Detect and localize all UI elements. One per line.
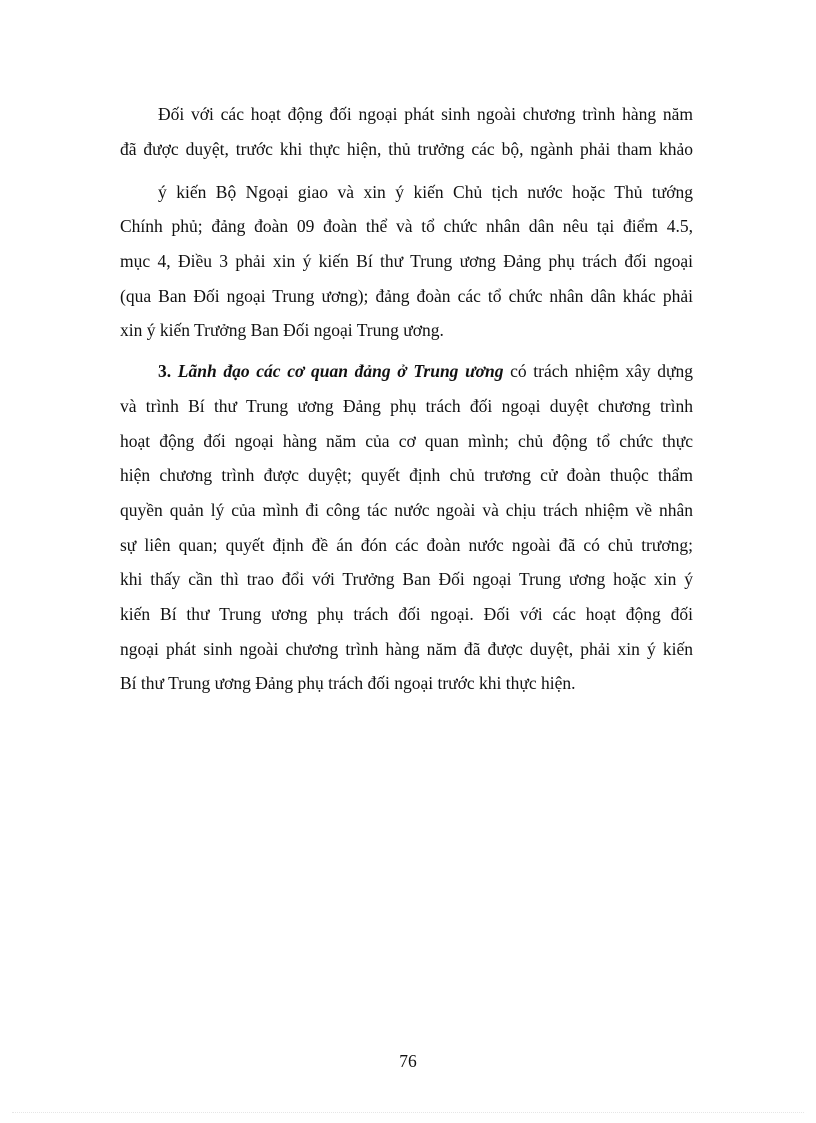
paragraph-line: (qua Ban Đối ngoại Trung ương); đảng đoàn các tổ chức nhân dân khác phải (120, 286, 693, 306)
paragraph-line: Bí thư Trung ương Đảng phụ trách đối ngoại trước khi thực hiện. (120, 673, 576, 693)
paragraph-line: xin ý kiến Trưởng Ban Đối ngoại Trung ương. (120, 320, 444, 340)
section-number: 3. (158, 361, 172, 381)
heading-line-rest: có trách nhiệm xây dựng (510, 361, 693, 381)
paragraph-line: đã được duyệt, trước khi thực hiện, thủ trưởng các bộ, ngành phải tham khảo (120, 139, 693, 159)
paragraph-line: quyền quản lý của mình đi công tác nước ngoài và chịu trách nhiệm về nhân (120, 500, 693, 520)
paragraph-line: và trình Bí thư Trung ương Đảng phụ trách đối ngoại duyệt chương trình (120, 396, 693, 416)
paragraph-line: kiến Bí thư Trung ương phụ trách đối ngoại. Đối với các hoạt động đối (120, 604, 693, 624)
paragraph-line: sự liên quan; quyết định đề án đón các đoàn nước ngoài đã có chủ trương; (120, 535, 693, 555)
page-number: 76 (399, 1051, 417, 1071)
paragraph-line: ngoại phát sinh ngoài chương trình hàng năm đã được duyệt, phải xin ý kiến (120, 639, 693, 659)
paragraph-line: hoạt động đối ngoại hàng năm của cơ quan mình; chủ động tổ chức thực (120, 431, 693, 451)
paragraph-line: Đối với các hoạt động đối ngoại phát sinh ngoài chương trình hàng năm (158, 104, 693, 124)
paragraph-line: Chính phủ; đảng đoàn 09 đoàn thể và tổ chức nhân dân nêu tại điểm 4.5, (120, 216, 693, 236)
paragraph-line: mục 4, Điều 3 phải xin ý kiến Bí thư Trung ương Đảng phụ trách đối ngoại (120, 251, 693, 271)
paragraph-line: hiện chương trình được duyệt; quyết định chủ trương cử đoàn thuộc thẩm (120, 465, 693, 485)
section-heading: Lãnh đạo các cơ quan đảng ở Trung ương (177, 361, 504, 381)
paragraph-line: ý kiến Bộ Ngoại giao và xin ý kiến Chủ tịch nước hoặc Thủ tướng (158, 182, 693, 202)
bottom-divider (12, 1112, 804, 1113)
paragraph-line: khi thấy cần thì trao đổi với Trưởng Ban Đối ngoại Trung ương hoặc xin ý (120, 569, 693, 589)
paragraph-heading-line (158, 359, 693, 383)
